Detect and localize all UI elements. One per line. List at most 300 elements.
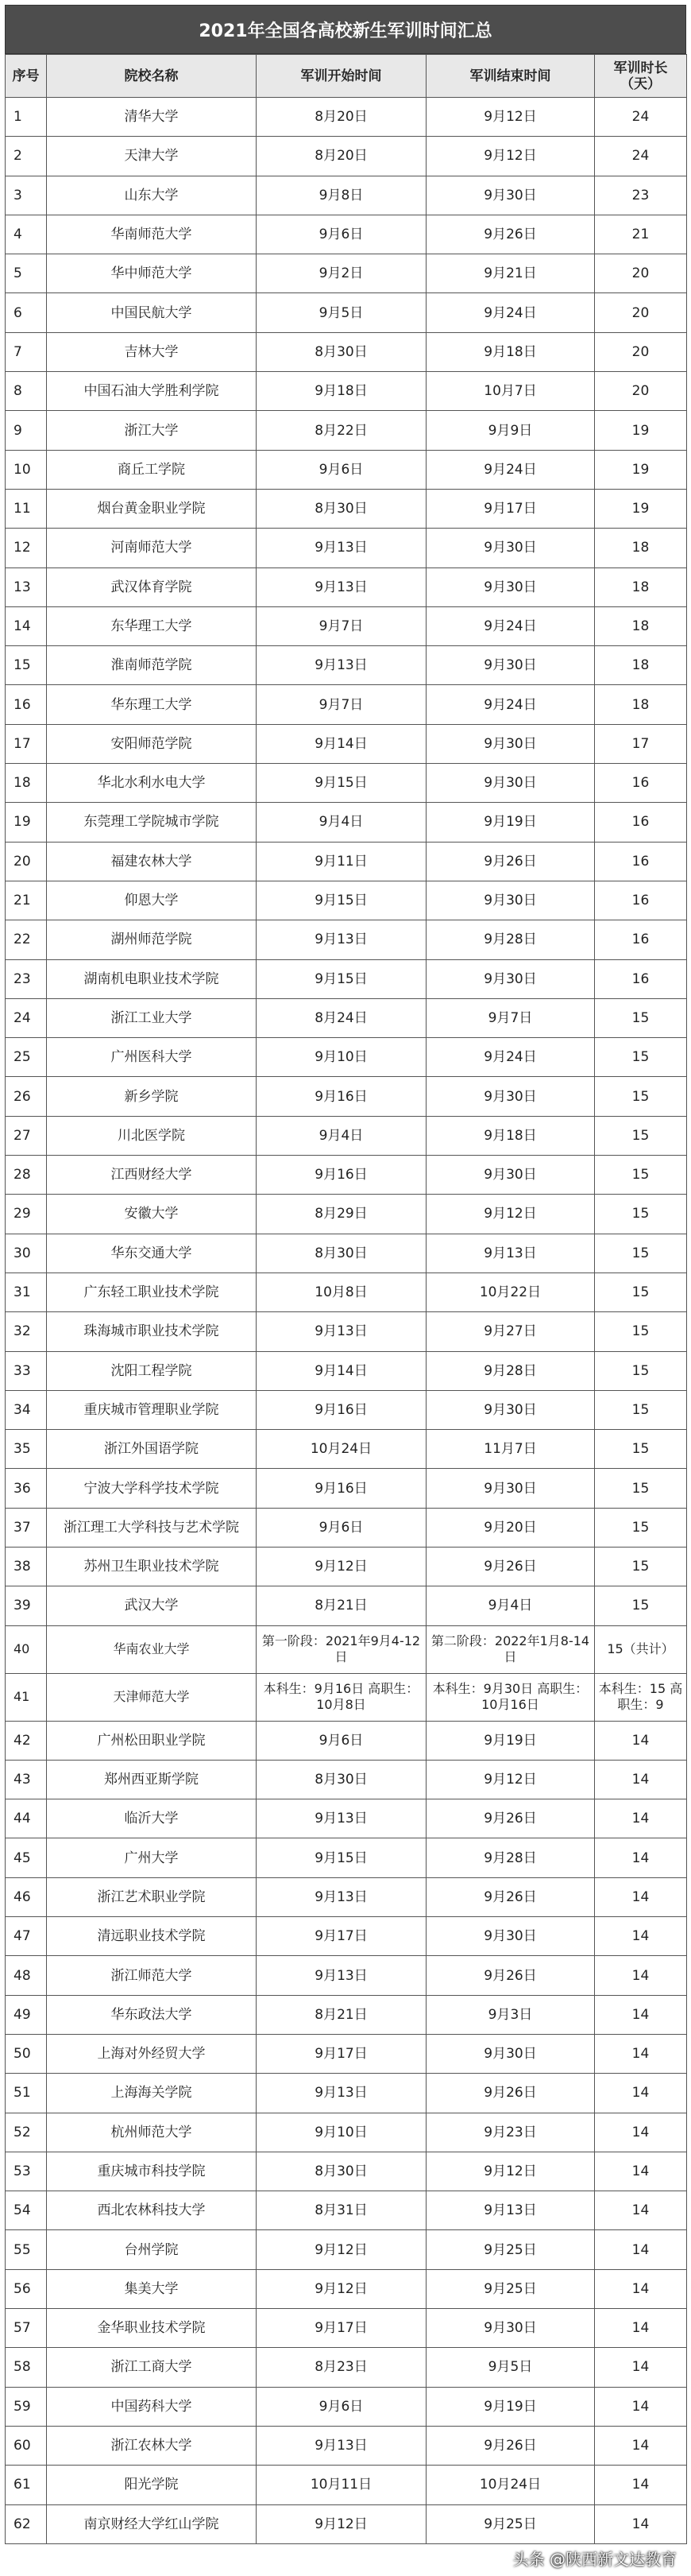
cell-start: 8月21日 [257, 1995, 427, 2034]
table-row [6, 1469, 687, 1508]
cell-start: 8月31日 [257, 2191, 427, 2230]
cell-school: 商丘工学院 [47, 450, 257, 489]
cell-school: 浙江工业大学 [47, 998, 257, 1037]
cell-start: 9月14日 [257, 1351, 427, 1390]
cell-start: 8月30日 [257, 2152, 427, 2191]
table-row [6, 2387, 687, 2426]
cell-index: 31 [6, 1273, 47, 1311]
cell-duration: 15 [595, 1038, 687, 1077]
cell-school: 安阳师范学院 [47, 724, 257, 763]
table-row [6, 1038, 687, 1077]
cell-school: 清远职业技术学院 [47, 1917, 257, 1956]
cell-school: 川北医学院 [47, 1116, 257, 1155]
cell-start: 9月4日 [257, 803, 427, 842]
cell-end: 9月28日 [427, 920, 595, 959]
table-row [6, 1430, 687, 1469]
table-row [6, 489, 687, 528]
table-row [6, 2309, 687, 2348]
table-row [6, 1917, 687, 1956]
table-row [6, 1273, 687, 1311]
cell-end: 9月19日 [427, 803, 595, 842]
cell-start: 9月6日 [257, 450, 427, 489]
cell-end: 9月26日 [427, 1799, 595, 1838]
cell-school: 宁波大学科学技术学院 [47, 1469, 257, 1508]
cell-start: 9月2日 [257, 254, 427, 293]
header-duration: 军训时长（天） [595, 55, 687, 98]
cell-duration: 18 [595, 567, 687, 606]
cell-duration: 15 [595, 1586, 687, 1625]
cell-index: 12 [6, 529, 47, 567]
cell-index: 24 [6, 998, 47, 1037]
cell-index: 49 [6, 1995, 47, 2034]
table-row [6, 98, 687, 137]
cell-index: 34 [6, 1390, 47, 1429]
table-row [6, 764, 687, 803]
table-row [6, 920, 687, 959]
cell-index: 32 [6, 1312, 47, 1351]
table-row [6, 1508, 687, 1547]
cell-start: 9月13日 [257, 646, 427, 685]
cell-start: 9月18日 [257, 372, 427, 411]
table-row [6, 685, 687, 724]
table-row [6, 2191, 687, 2230]
cell-index: 4 [6, 215, 47, 254]
cell-end: 9月17日 [427, 489, 595, 528]
cell-index: 47 [6, 1917, 47, 1956]
cell-index: 10 [6, 450, 47, 489]
cell-duration: 17 [595, 724, 687, 763]
cell-start: 8月29日 [257, 1195, 427, 1234]
header-school: 院校名称 [47, 55, 257, 98]
cell-end: 9月30日 [427, 176, 595, 215]
cell-index: 23 [6, 959, 47, 998]
cell-start: 9月14日 [257, 724, 427, 763]
cell-duration: 15 [595, 1195, 687, 1234]
cell-start: 9月5日 [257, 293, 427, 332]
cell-index: 57 [6, 2309, 47, 2348]
cell-index: 60 [6, 2426, 47, 2465]
cell-index: 48 [6, 1956, 47, 1995]
table-row [6, 450, 687, 489]
cell-school: 淮南师范学院 [47, 646, 257, 685]
schedule-table [5, 54, 687, 2544]
cell-end: 9月19日 [427, 2387, 595, 2426]
cell-start: 本科生：9月16日 高职生：10月8日 [257, 1673, 427, 1721]
table-row [6, 959, 687, 998]
cell-end: 9月28日 [427, 1838, 595, 1877]
table-row [6, 2113, 687, 2152]
cell-end: 9月25日 [427, 2269, 595, 2308]
cell-start: 9月15日 [257, 1838, 427, 1877]
table-row [6, 2152, 687, 2191]
cell-duration: 14 [595, 2230, 687, 2269]
cell-duration: 14 [595, 2074, 687, 2113]
cell-duration: 14 [595, 2113, 687, 2152]
cell-index: 30 [6, 1234, 47, 1273]
cell-school: 华北水利水电大学 [47, 764, 257, 803]
cell-end: 9月25日 [427, 2230, 595, 2269]
cell-duration: 14 [595, 1877, 687, 1916]
table-row [6, 1838, 687, 1877]
cell-school: 广州松田职业学院 [47, 1721, 257, 1760]
table-row [6, 1995, 687, 2034]
cell-index: 36 [6, 1469, 47, 1508]
cell-duration: 14 [595, 2348, 687, 2387]
cell-school: 中国民航大学 [47, 293, 257, 332]
cell-school: 天津大学 [47, 137, 257, 176]
cell-start: 8月30日 [257, 1234, 427, 1273]
cell-start: 8月30日 [257, 332, 427, 371]
cell-start: 9月11日 [257, 842, 427, 881]
cell-duration: 15 [595, 1156, 687, 1195]
cell-duration: 16 [595, 959, 687, 998]
cell-end: 9月18日 [427, 1116, 595, 1155]
cell-duration: 14 [595, 1721, 687, 1760]
cell-index: 55 [6, 2230, 47, 2269]
cell-end: 9月28日 [427, 1351, 595, 1390]
cell-duration: 14 [595, 1917, 687, 1956]
cell-end: 10月24日 [427, 2466, 595, 2504]
table-row [6, 803, 687, 842]
header-row [6, 55, 687, 98]
table-row [6, 137, 687, 176]
cell-duration: 16 [595, 842, 687, 881]
cell-school: 浙江大学 [47, 411, 257, 450]
watermark-text: 头条 @陕西新文达教育 [512, 2550, 677, 2569]
cell-duration: 16 [595, 920, 687, 959]
cell-school: 重庆城市管理职业学院 [47, 1390, 257, 1429]
cell-duration: 19 [595, 489, 687, 528]
cell-end: 9月9日 [427, 411, 595, 450]
cell-school: 浙江农林大学 [47, 2426, 257, 2465]
cell-start: 9月12日 [257, 1547, 427, 1586]
cell-school: 东华理工大学 [47, 606, 257, 645]
cell-duration: 19 [595, 450, 687, 489]
cell-index: 20 [6, 842, 47, 881]
cell-school: 仰恩大学 [47, 881, 257, 920]
cell-start: 9月12日 [257, 2269, 427, 2308]
cell-start: 9月13日 [257, 529, 427, 567]
cell-duration: 21 [595, 215, 687, 254]
cell-end: 9月30日 [427, 1917, 595, 1956]
cell-start: 8月23日 [257, 2348, 427, 2387]
table-row [6, 1312, 687, 1351]
cell-school: 金华职业技术学院 [47, 2309, 257, 2348]
cell-end: 9月3日 [427, 1995, 595, 2034]
cell-index: 27 [6, 1116, 47, 1155]
cell-duration: 16 [595, 803, 687, 842]
cell-index: 58 [6, 2348, 47, 2387]
table-body [6, 98, 687, 2544]
cell-duration: 14 [595, 1995, 687, 2034]
cell-index: 16 [6, 685, 47, 724]
table-row [6, 1956, 687, 1995]
cell-index: 42 [6, 1721, 47, 1760]
table-row [6, 606, 687, 645]
table-row [6, 998, 687, 1037]
cell-start: 9月10日 [257, 1038, 427, 1077]
header-start: 军训开始时间 [257, 55, 427, 98]
cell-school: 广东轻工职业技术学院 [47, 1273, 257, 1311]
cell-index: 5 [6, 254, 47, 293]
cell-end: 9月23日 [427, 2113, 595, 2152]
cell-duration: 14 [595, 2191, 687, 2230]
cell-start: 9月10日 [257, 2113, 427, 2152]
cell-school: 中国药科大学 [47, 2387, 257, 2426]
table-row [6, 332, 687, 371]
cell-school: 上海海关学院 [47, 2074, 257, 2113]
cell-index: 37 [6, 1508, 47, 1547]
cell-duration: 15 [595, 1508, 687, 1547]
cell-index: 62 [6, 2504, 47, 2543]
cell-start: 9月16日 [257, 1390, 427, 1429]
cell-index: 22 [6, 920, 47, 959]
cell-end: 9月26日 [427, 1877, 595, 1916]
cell-index: 1 [6, 98, 47, 137]
cell-start: 9月6日 [257, 1721, 427, 1760]
table-row [6, 1673, 687, 1721]
cell-school: 中国石油大学胜利学院 [47, 372, 257, 411]
cell-school: 浙江外国语学院 [47, 1430, 257, 1469]
cell-end: 9月19日 [427, 1721, 595, 1760]
cell-end: 9月26日 [427, 215, 595, 254]
cell-duration: 14 [595, 1799, 687, 1838]
cell-school: 珠海城市职业技术学院 [47, 1312, 257, 1351]
cell-start: 9月15日 [257, 959, 427, 998]
table-row [6, 529, 687, 567]
cell-duration: 15 [595, 998, 687, 1037]
cell-end: 9月21日 [427, 254, 595, 293]
cell-end: 9月30日 [427, 724, 595, 763]
cell-start: 10月24日 [257, 1430, 427, 1469]
cell-duration: 14 [595, 2152, 687, 2191]
cell-duration: 14 [595, 1760, 687, 1799]
cell-duration: 14 [595, 1956, 687, 1995]
cell-index: 19 [6, 803, 47, 842]
cell-school: 河南师范大学 [47, 529, 257, 567]
cell-index: 26 [6, 1077, 47, 1116]
cell-duration: 18 [595, 646, 687, 685]
table-row [6, 1760, 687, 1799]
cell-end: 9月12日 [427, 98, 595, 137]
table-row [6, 411, 687, 450]
cell-index: 40 [6, 1625, 47, 1673]
cell-index: 29 [6, 1195, 47, 1234]
cell-start: 9月13日 [257, 2074, 427, 2113]
cell-end: 9月30日 [427, 959, 595, 998]
cell-index: 15 [6, 646, 47, 685]
table-row [6, 1877, 687, 1916]
cell-end: 10月22日 [427, 1273, 595, 1311]
cell-school: 山东大学 [47, 176, 257, 215]
table-row [6, 2504, 687, 2543]
cell-duration: 20 [595, 293, 687, 332]
cell-index: 39 [6, 1586, 47, 1625]
cell-start: 第一阶段：2021年9月4-12日 [257, 1625, 427, 1673]
summary-table-sheet [5, 5, 686, 2544]
cell-end: 9月26日 [427, 842, 595, 881]
cell-school: 清华大学 [47, 98, 257, 137]
cell-start: 9月6日 [257, 1508, 427, 1547]
cell-start: 9月13日 [257, 920, 427, 959]
cell-school: 浙江艺术职业学院 [47, 1877, 257, 1916]
cell-duration: 15 [595, 1273, 687, 1311]
cell-end: 9月30日 [427, 881, 595, 920]
table-row [6, 724, 687, 763]
cell-duration: 14 [595, 1838, 687, 1877]
cell-index: 56 [6, 2269, 47, 2308]
cell-index: 61 [6, 2466, 47, 2504]
cell-index: 25 [6, 1038, 47, 1077]
cell-school: 苏州卫生职业技术学院 [47, 1547, 257, 1586]
cell-index: 6 [6, 293, 47, 332]
cell-index: 35 [6, 1430, 47, 1469]
cell-end: 9月13日 [427, 2191, 595, 2230]
cell-end: 9月24日 [427, 606, 595, 645]
cell-start: 9月7日 [257, 606, 427, 645]
table-row [6, 881, 687, 920]
cell-school: 台州学院 [47, 2230, 257, 2269]
cell-duration: 20 [595, 332, 687, 371]
cell-duration: 18 [595, 685, 687, 724]
cell-end: 9月30日 [427, 529, 595, 567]
cell-index: 53 [6, 2152, 47, 2191]
cell-start: 9月13日 [257, 1877, 427, 1916]
cell-start: 9月16日 [257, 1077, 427, 1116]
cell-index: 28 [6, 1156, 47, 1195]
cell-index: 45 [6, 1838, 47, 1877]
cell-duration: 18 [595, 529, 687, 567]
cell-index: 51 [6, 2074, 47, 2113]
cell-school: 武汉体育学院 [47, 567, 257, 606]
cell-end: 本科生：9月30日 高职生：10月16日 [427, 1673, 595, 1721]
cell-start: 9月6日 [257, 2387, 427, 2426]
cell-end: 9月26日 [427, 1547, 595, 1586]
cell-school: 天津师范大学 [47, 1673, 257, 1721]
table-row [6, 646, 687, 685]
table-row [6, 567, 687, 606]
table-row [6, 1586, 687, 1625]
cell-start: 9月16日 [257, 1469, 427, 1508]
cell-school: 广州医科大学 [47, 1038, 257, 1077]
cell-start: 9月17日 [257, 1917, 427, 1956]
cell-duration: 23 [595, 176, 687, 215]
cell-index: 9 [6, 411, 47, 450]
cell-index: 17 [6, 724, 47, 763]
cell-school: 华东交通大学 [47, 1234, 257, 1273]
cell-end: 9月30日 [427, 1156, 595, 1195]
cell-end: 9月12日 [427, 1195, 595, 1234]
header-end: 军训结束时间 [427, 55, 595, 98]
cell-school: 杭州师范大学 [47, 2113, 257, 2152]
table-row [6, 1799, 687, 1838]
cell-end: 9月30日 [427, 1390, 595, 1429]
table-row [6, 1351, 687, 1390]
cell-end: 9月30日 [427, 2309, 595, 2348]
cell-school: 上海对外经贸大学 [47, 2034, 257, 2073]
table-row [6, 2348, 687, 2387]
cell-school: 沈阳工程学院 [47, 1351, 257, 1390]
cell-index: 50 [6, 2034, 47, 2073]
cell-end: 10月7日 [427, 372, 595, 411]
cell-school: 西北农林科技大学 [47, 2191, 257, 2230]
cell-school: 华东理工大学 [47, 685, 257, 724]
cell-school: 安徽大学 [47, 1195, 257, 1234]
cell-start: 9月13日 [257, 1956, 427, 1995]
cell-school: 江西财经大学 [47, 1156, 257, 1195]
cell-duration: 15 [595, 1547, 687, 1586]
cell-start: 9月6日 [257, 215, 427, 254]
cell-duration: 15 [595, 1469, 687, 1508]
cell-duration: 16 [595, 881, 687, 920]
cell-duration: 20 [595, 254, 687, 293]
table-row [6, 215, 687, 254]
cell-end: 9月30日 [427, 1077, 595, 1116]
cell-index: 46 [6, 1877, 47, 1916]
cell-end: 9月25日 [427, 2504, 595, 2543]
cell-end: 9月7日 [427, 998, 595, 1037]
cell-index: 13 [6, 567, 47, 606]
cell-start: 9月12日 [257, 2504, 427, 2543]
cell-index: 52 [6, 2113, 47, 2152]
cell-start: 9月8日 [257, 176, 427, 215]
cell-index: 2 [6, 137, 47, 176]
cell-school: 郑州西亚斯学院 [47, 1760, 257, 1799]
cell-end: 9月13日 [427, 1234, 595, 1273]
table-row [6, 2269, 687, 2308]
cell-start: 9月15日 [257, 764, 427, 803]
cell-index: 11 [6, 489, 47, 528]
cell-school: 浙江师范大学 [47, 1956, 257, 1995]
cell-school: 华南农业大学 [47, 1625, 257, 1673]
cell-start: 9月13日 [257, 567, 427, 606]
cell-index: 59 [6, 2387, 47, 2426]
cell-duration: 14 [595, 2309, 687, 2348]
cell-start: 9月4日 [257, 1116, 427, 1155]
cell-duration: 20 [595, 372, 687, 411]
table-row [6, 176, 687, 215]
cell-index: 8 [6, 372, 47, 411]
cell-duration: 24 [595, 137, 687, 176]
cell-duration: 15 [595, 1077, 687, 1116]
cell-start: 8月24日 [257, 998, 427, 1037]
cell-school: 南京财经大学红山学院 [47, 2504, 257, 2543]
cell-start: 8月20日 [257, 98, 427, 137]
cell-start: 9月16日 [257, 1156, 427, 1195]
cell-end: 9月12日 [427, 137, 595, 176]
table-row [6, 1077, 687, 1116]
cell-duration: 24 [595, 98, 687, 137]
table-row [6, 1195, 687, 1234]
cell-duration: 14 [595, 2426, 687, 2465]
cell-start: 8月22日 [257, 411, 427, 450]
cell-end: 9月30日 [427, 1469, 595, 1508]
cell-start: 9月17日 [257, 2309, 427, 2348]
cell-start: 9月13日 [257, 1799, 427, 1838]
cell-duration: 15 [595, 1390, 687, 1429]
cell-index: 33 [6, 1351, 47, 1390]
cell-start: 9月15日 [257, 881, 427, 920]
cell-duration: 15 [595, 1312, 687, 1351]
cell-end: 9月24日 [427, 1038, 595, 1077]
header-index: 序号 [6, 55, 47, 98]
cell-duration: 19 [595, 411, 687, 450]
cell-end: 9月18日 [427, 332, 595, 371]
cell-school: 武汉大学 [47, 1586, 257, 1625]
table-title: 2021年全国各高校新生军训时间汇总 [5, 5, 686, 54]
cell-school: 新乡学院 [47, 1077, 257, 1116]
table-row [6, 2074, 687, 2113]
